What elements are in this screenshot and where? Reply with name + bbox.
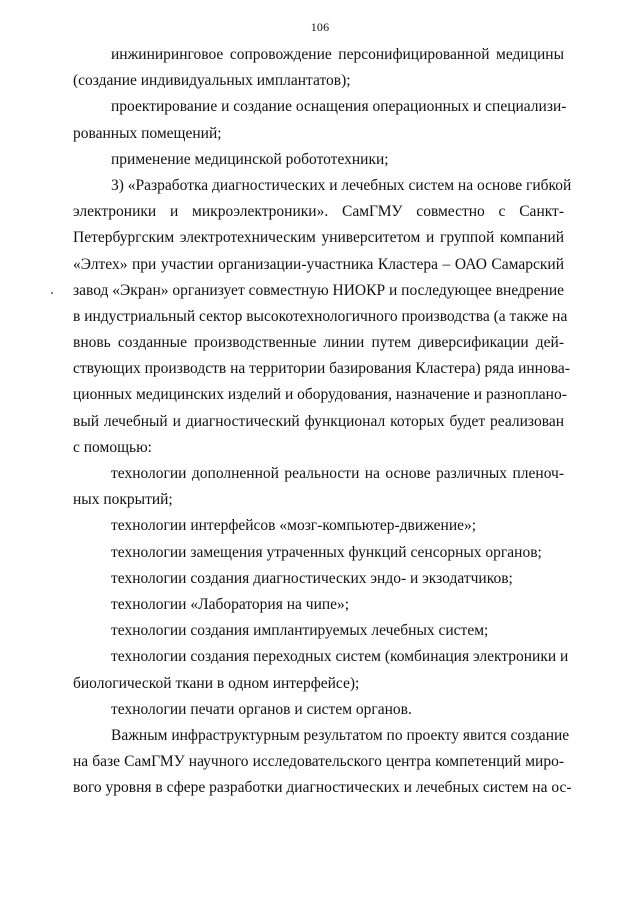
text-line: электроники и микроэлектроники». СамГМУ совместно с Санкт- <box>73 203 564 221</box>
page-number: 106 <box>310 20 330 34</box>
text-line: технологии замещения утраченных функций сенсорных органов; <box>111 543 542 561</box>
text-line: инжиниринговое сопровождение персонифицированной медицины <box>111 46 564 63</box>
text-line: завод «Экран» организует совместную НИОКР и последующее внедрение <box>73 281 564 299</box>
text-line: ционных медицинских изделий и оборудования, назначение и разноплано- <box>73 386 567 404</box>
text-line: технологии создания переходных систем (комбинация электроники и <box>111 648 569 666</box>
text-line: биологической ткани в одном интерфейсе); <box>73 674 360 692</box>
text-line: технологии печати органов и систем органов. <box>111 700 412 718</box>
text-line: технологии создания диагностических эндо- и экзодатчиков; <box>111 569 513 587</box>
margin-mark <box>51 292 53 294</box>
text-line: Важным инфраструктурным результатом по проекту явится создание <box>111 726 570 744</box>
text-line: 3) «Разработка диагностических и лечебных систем на основе гибкой <box>111 176 572 194</box>
text-line: в индустриальный сектор высокотехнологичного производства (а также на <box>73 307 568 325</box>
text-line: технологии создания имплантируемых лечебных систем; <box>111 622 489 640</box>
text-line: вновь созданные производственные линии путем диверсификации дей- <box>73 334 564 352</box>
text-line: проектирование и создание оснащения операционных и специализи- <box>111 98 567 116</box>
text-line: вого уровня в сфере разработки диагностических и лечебных систем на ос- <box>73 779 572 797</box>
text-line: технологии дополненной реальности на основе различных пленоч- <box>111 465 564 482</box>
text-line: рованных помещений; <box>73 124 222 142</box>
text-line: с помощью: <box>73 438 152 456</box>
text-line: технологии «Лаборатория на чипе»; <box>111 595 350 613</box>
text-line: «Элтех» при участии организации-участника Кластера – ОАО Самарский <box>73 255 564 273</box>
text-line: Петербургским электротехническим университетом и группой компаний <box>73 229 564 247</box>
text-line: на базе СамГМУ научного исследовательского центра компетенций миро- <box>73 753 564 771</box>
text-line: технологии интерфейсов «мозг-компьютер-движение»; <box>111 517 477 535</box>
text-line: ных покрытий; <box>73 491 173 509</box>
text-line: применение медицинской робототехники; <box>111 150 389 168</box>
document-body <box>73 42 572 801</box>
text-line: (создание индивидуальных имплантатов); <box>73 72 351 90</box>
text-line: вый лечебный и диагностический функционал которых будет реализован <box>73 412 564 430</box>
text-line: ствующих производств на территории базирования Кластера) ряда иннова- <box>73 360 570 378</box>
